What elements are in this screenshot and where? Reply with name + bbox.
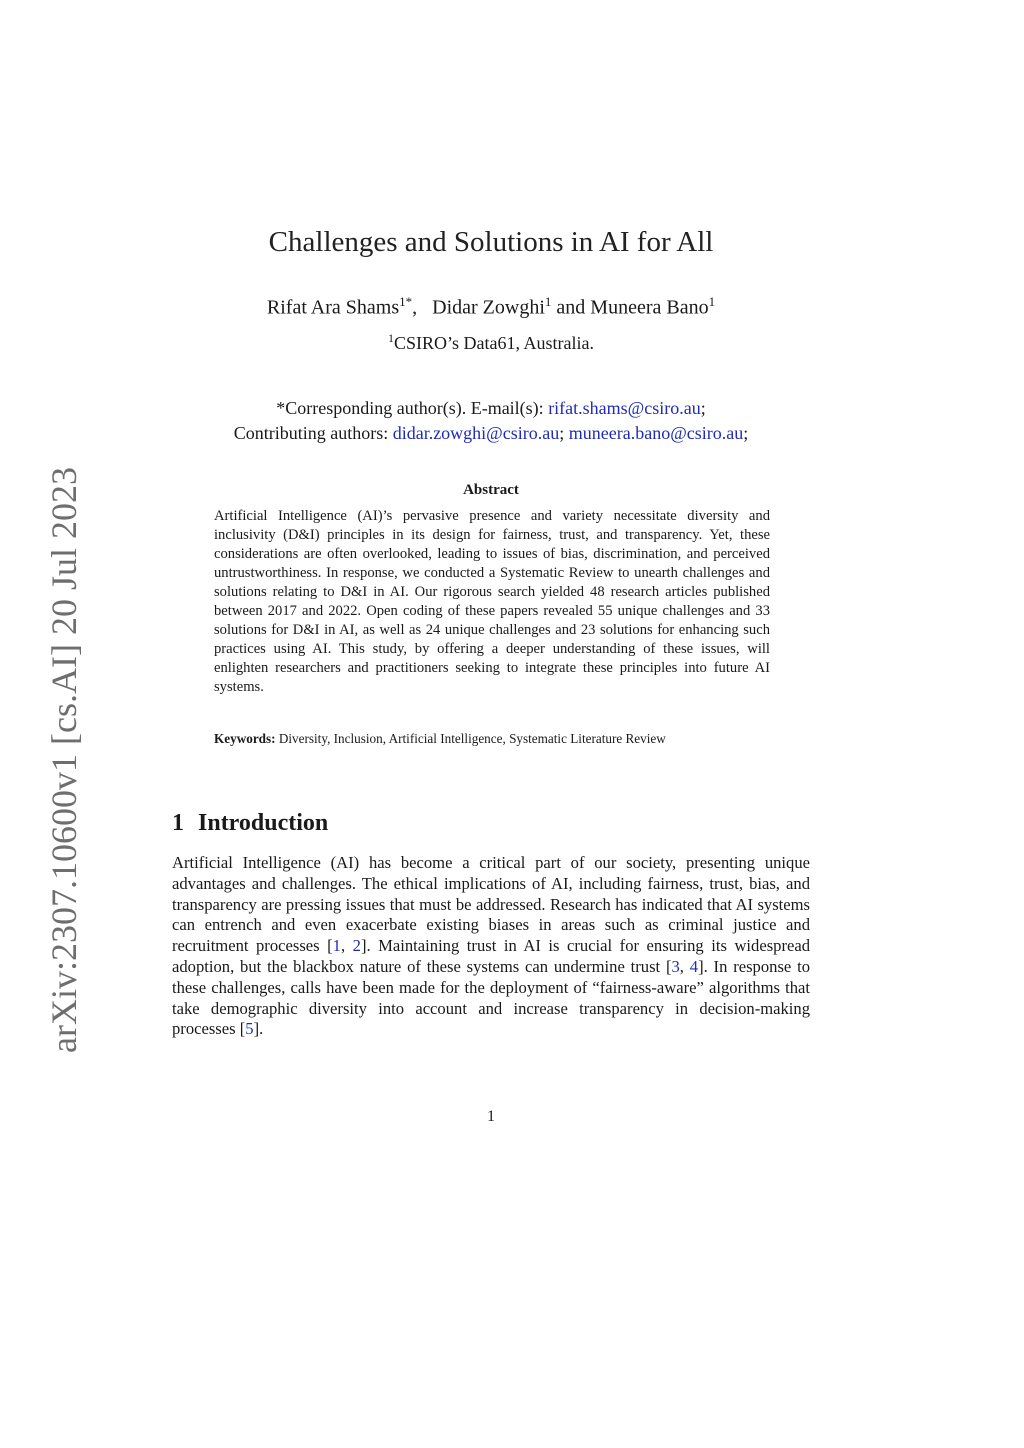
- affiliation-sup: 1: [388, 331, 394, 345]
- affiliation: [0, 331, 982, 354]
- author-sup: 1: [708, 294, 716, 309]
- citation-link[interactable]: 4: [689, 956, 699, 976]
- author-name: Muneera Bano: [590, 296, 709, 319]
- citation-link[interactable]: 3: [671, 956, 680, 976]
- contact-block: [0, 396, 982, 446]
- paper-title: Challenges and Solutions in AI for All: [268, 226, 714, 258]
- corresponding-line: *Corresponding author(s). E-mail(s): rifat.shams@csiro.au;: [276, 398, 706, 418]
- author-sup: 1*: [399, 294, 413, 309]
- section-heading: [172, 810, 328, 837]
- intro-text: ]. In response to these challenges, calls have been made for the deployment of “fairness-aware” algorithms that take demographic diversity into account and increase transparency in decision-making processes [: [172, 956, 810, 1039]
- intro-text: Artificial Intelligence (AI) has become a critical part of our society, presenting unique advantages and challenges. The ethical implications of AI, including fairness, trust, bias, and transparency are pressing issues that must be addressed. Research has indicated that AI systems can entrench and even exacerbate existing biases in areas such as criminal justice and recruitment processes [: [172, 853, 810, 956]
- intro-text: ].: [253, 1019, 264, 1039]
- corresponding-label: *Corresponding author(s). E-mail(s):: [276, 398, 544, 418]
- keywords-line: [214, 731, 794, 747]
- page-number: 1: [487, 1108, 495, 1125]
- citation-link[interactable]: 5: [245, 1019, 254, 1039]
- citation-link[interactable]: 2: [352, 936, 361, 956]
- abstract-heading: Abstract: [463, 482, 519, 498]
- corresponding-email-link[interactable]: rifat.shams@csiro.au: [548, 398, 701, 418]
- author-name: Didar Zowghi: [432, 296, 545, 319]
- abstract-text: Artificial Intelligence (AI)’s pervasive presence and variety necessitate diversity and inclusivity (D&I) principles in its design for fairness, trust, and transparency. Yet, these considerations are often overlooked, leading to issues of bias, discrimination, and perceived untrustworthiness. In response, we conducted a Systematic Review to unearth challenges and solutions relating to D&I in AI. Our rigorous search yielded 48 research articles published between 2017 and 2022. Open coding of these papers revealed 55 unique challenges and 33 solutions for D&I in AI, as well as 24 unique challenges and 23 solutions for enhancing such practices using AI. This study, by offering a deeper understanding of these issues, will enlighten researchers and practitioners seeking to integrate these principles into future AI systems.: [214, 508, 770, 695]
- section-number: 1: [172, 810, 184, 836]
- introduction-paragraph: Artificial Intelligence (AI) has become a critical part of our society, presenting unique advantages and challenges. The ethical implications of AI, including fairness, trust, bias, and transparency are pressing issues that must be addressed. Research has indicated that AI systems can entrench and even exacerbate existing biases in areas such as criminal justice and recruitment processes [1, 2]. Maintaining trust in AI is crucial for ensuring its widespread adoption, but the blackbox nature of these systems can undermine trust [3, 4]. In response to these challenges, calls have been made for the deployment of “fairness-aware” algorithms that take demographic diversity into account and increase transparency in decision-making processes [5].: [172, 853, 811, 1039]
- author-sup: 1: [544, 294, 552, 309]
- keywords-label: Keywords:: [214, 731, 276, 746]
- contributing-label: Contributing authors:: [233, 423, 389, 443]
- arxiv-id-text: arXiv:2307.10600v1 [cs.AI] 20 Jul 2023: [44, 467, 84, 1053]
- author-list: Rifat Ara Shams$^{1*}$, Didar Zowghi$^1$ and Muneera Bano$^1$: [266, 294, 716, 319]
- contributing-email-link[interactable]: didar.zowghi@csiro.au: [392, 423, 560, 443]
- author-conjunction: and: [556, 296, 586, 319]
- citation-link[interactable]: 1: [332, 936, 341, 956]
- intro-text: ]. Maintaining trust in AI is crucial for ensuring its widespread adoption, but the blackbox nature of these systems can undermine trust [: [172, 936, 811, 976]
- keywords-text: Diversity, Inclusion, Artificial Intelligence, Systematic Literature Review: [278, 731, 666, 746]
- author-name: Rifat Ara Shams: [266, 296, 400, 319]
- contributing-email-link[interactable]: muneera.bano@csiro.au: [568, 423, 744, 443]
- affiliation-text: CSIRO’s Data61, Australia.: [394, 333, 594, 353]
- section-title: Introduction: [198, 810, 329, 836]
- contributing-line: Contributing authors: didar.zowghi@csiro.au; muneera.bano@csiro.au;: [233, 423, 749, 443]
